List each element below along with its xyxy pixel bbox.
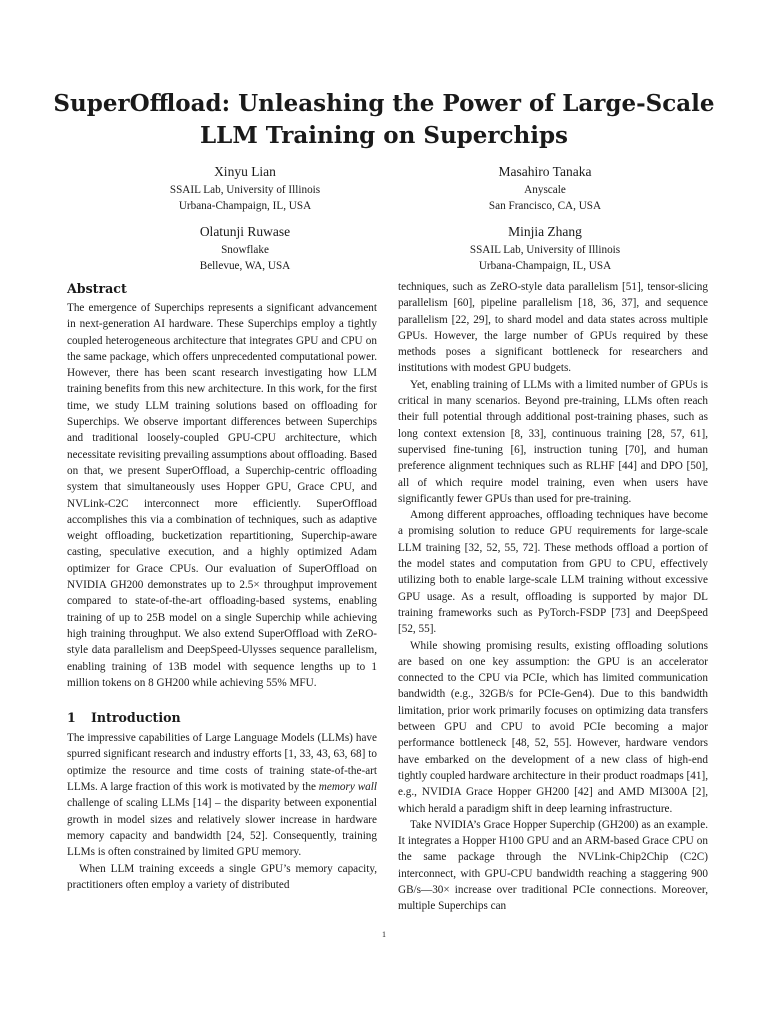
intro-paragraph: [67, 730, 377, 860]
author-block: [95, 222, 395, 274]
right-column: [398, 279, 708, 915]
author-block: [395, 222, 695, 274]
author-name: Minjia Zhang: [508, 224, 582, 239]
body-paragraph: Among different approaches, offloading techniques have become a promising solution to reduce GPU requirements for large-scale LLM training [32, 52, 55, 72]. These methods offload a portion of the model states and computation from GPU to CPU, effectively utilizing both to enable large-scale LLM training without excessive GPU usage. As a result, offloading is supported by major DL training frameworks such as PyTorch-FSDP [73] and DeepSpeed [52, 55].: [398, 509, 708, 636]
author-name: Masahiro Tanaka: [498, 164, 592, 179]
author-affiliation: Anyscale: [524, 184, 566, 196]
body-paragraph: While showing promising results, existing offloading solutions are based on one key assumption: the GPU is an accelerator connected to the CPU via PCIe, which has limited communication bandwidth (e.g., 32GB/s for PCIe-Gen4). Due to this bandwidth limitation, prior work primarily focuses on optimizing data transfers between GPU and CPU to avoid PCIe becoming a major performance bottleneck [48, 52, 55]. However, hardware vendors have embarked on the development of a new class of high-end tightly coupled hardware architecture in their product roadmaps [41], e.g., NVIDIA Grace Hopper GH200 [42] and AMD MI300A [2], which herald a paradigm shift in deep learning infrastructure.: [398, 639, 708, 815]
author-affiliation: SSAIL Lab, University of Illinois: [469, 244, 621, 256]
author-name: Xinyu Lian: [214, 164, 276, 179]
page-number: 1: [382, 930, 386, 939]
introduction-heading: [67, 709, 377, 727]
intro-paragraph: When LLM training exceeds a single GPU’s memory capacity, practitioners often employ a variety of distributed: [67, 862, 377, 891]
author-location: San Francisco, CA, USA: [488, 200, 602, 212]
author-block: [395, 162, 695, 214]
intro-emphasis: memory wall: [318, 781, 377, 794]
paper-title: SuperOffload: Unleashing the Power of Large-Scale LLM Training on Superchips: [53, 90, 715, 149]
body-paragraph: Yet, enabling training of LLMs with a limited number of GPUs is critical in many scenarios. Beyond pre-training, LLMs often reach their full potential through additional post-training phases, such as long context extension [8, 33], continuous training [28, 57, 61], supervised fine-tuning [6], instruction tuning [70], and human preference alignment techniques such as RLHF [44] and DPO [50], all of which require model training, even when users have significantly fewer GPUs than used for pre-training.: [398, 378, 708, 505]
author-block: [95, 162, 395, 214]
abstract-heading: Abstract: [67, 281, 127, 296]
author-location: Bellevue, WA, USA: [199, 260, 291, 272]
author-location: Urbana-Champaign, IL, USA: [178, 200, 312, 212]
section-title: Introduction: [91, 710, 181, 726]
intro-text: challenge of scaling LLMs [14] – the disparity between exponential growth in model sizes and relatively slower increase in hardware memory capacity and bandwidth [24, 52]. Consequently, training LLMs is often constrained by limited GPU memory.: [67, 797, 377, 859]
author-name: Olatunji Ruwase: [199, 224, 291, 239]
body-paragraph: Take NVIDIA’s Grace Hopper Superchip (GH200) as an example. It integrates a Hopper H100 GPU and an ARM-based Grace CPU on the same package through the NVLink-Chip2Chip (C2C) interconnect, with GPU-CPU bandwidth reaching a staggering 900 GB/s—30× increase over traditional PCIe connections. Moreover, multiple Superchips can: [398, 818, 708, 913]
author-location: Urbana-Champaign, IL, USA: [478, 260, 612, 272]
intro-text: The impressive capabilities of Large Language Models (LLMs) have spurred significant research and industry efforts [1, 33, 43, 63, 68] to optimize the resource and time costs of training state-of-the-art LLMs. A large fraction of this work is motivated by the: [67, 732, 377, 794]
abstract-text: The emergence of Superchips represents a significant advancement in next-generation AI hardware. These Superchips employ a tightly coupled heterogeneous architecture that integrates GPU and CPU on the same package, which offers unprecedented computational power. However, there has been scant research investigating how LLM training benefits from this new architecture. In this work, for the first time, we study LLM training solutions based on offloading for Superchips. We observe important differences between Superchips and traditional loosely-coupled GPU-CPU architecture, which necessitate revisiting prevailing assumptions about offloading. Based on that, we present SuperOffload, a Superchip-centric offloading system that simultaneously uses Hopper GPU, Grace CPU, and NVLink-C2C interconnect more efficiently. SuperOffload accomplishes this via a combination of techniques, such as adaptive weight offloading, bucketization repartitioning, Superchip-aware casting, speculative execution, and a highly optimized Adam optimizer for Grace CPUs. Our evaluation of SuperOffload on NVIDIA GH200 demonstrates up to 2.5× throughput improvement compared to state-of-the-art offloading-based systems, enabling training of up to 25B model on a single Superchip while achieving high training throughput. We also extend SuperOffload with ZeRO-style data parallelism and DeepSpeed-Ulysses sequence parallelism, enabling training of 13B model with sequence lengths up to 1 million tokens on 8 GH200 while achieving 55% MFU.: [67, 302, 377, 689]
author-affiliation: Snowflake: [221, 244, 269, 256]
body-paragraph: techniques, such as ZeRO-style data parallelism [51], tensor-slicing parallelism [60], pipeline parallelism [18, 36, 37], and sequence parallelism [22, 29], to shard model and data states across multiple GPUs. However, the large number of GPUs required by these methods poses a significant bottleneck for researchers and institutions with modest GPU budgets.: [398, 281, 708, 375]
section-number: 1: [67, 710, 76, 726]
left-column: [67, 280, 377, 893]
author-affiliation: SSAIL Lab, University of Illinois: [169, 184, 321, 196]
